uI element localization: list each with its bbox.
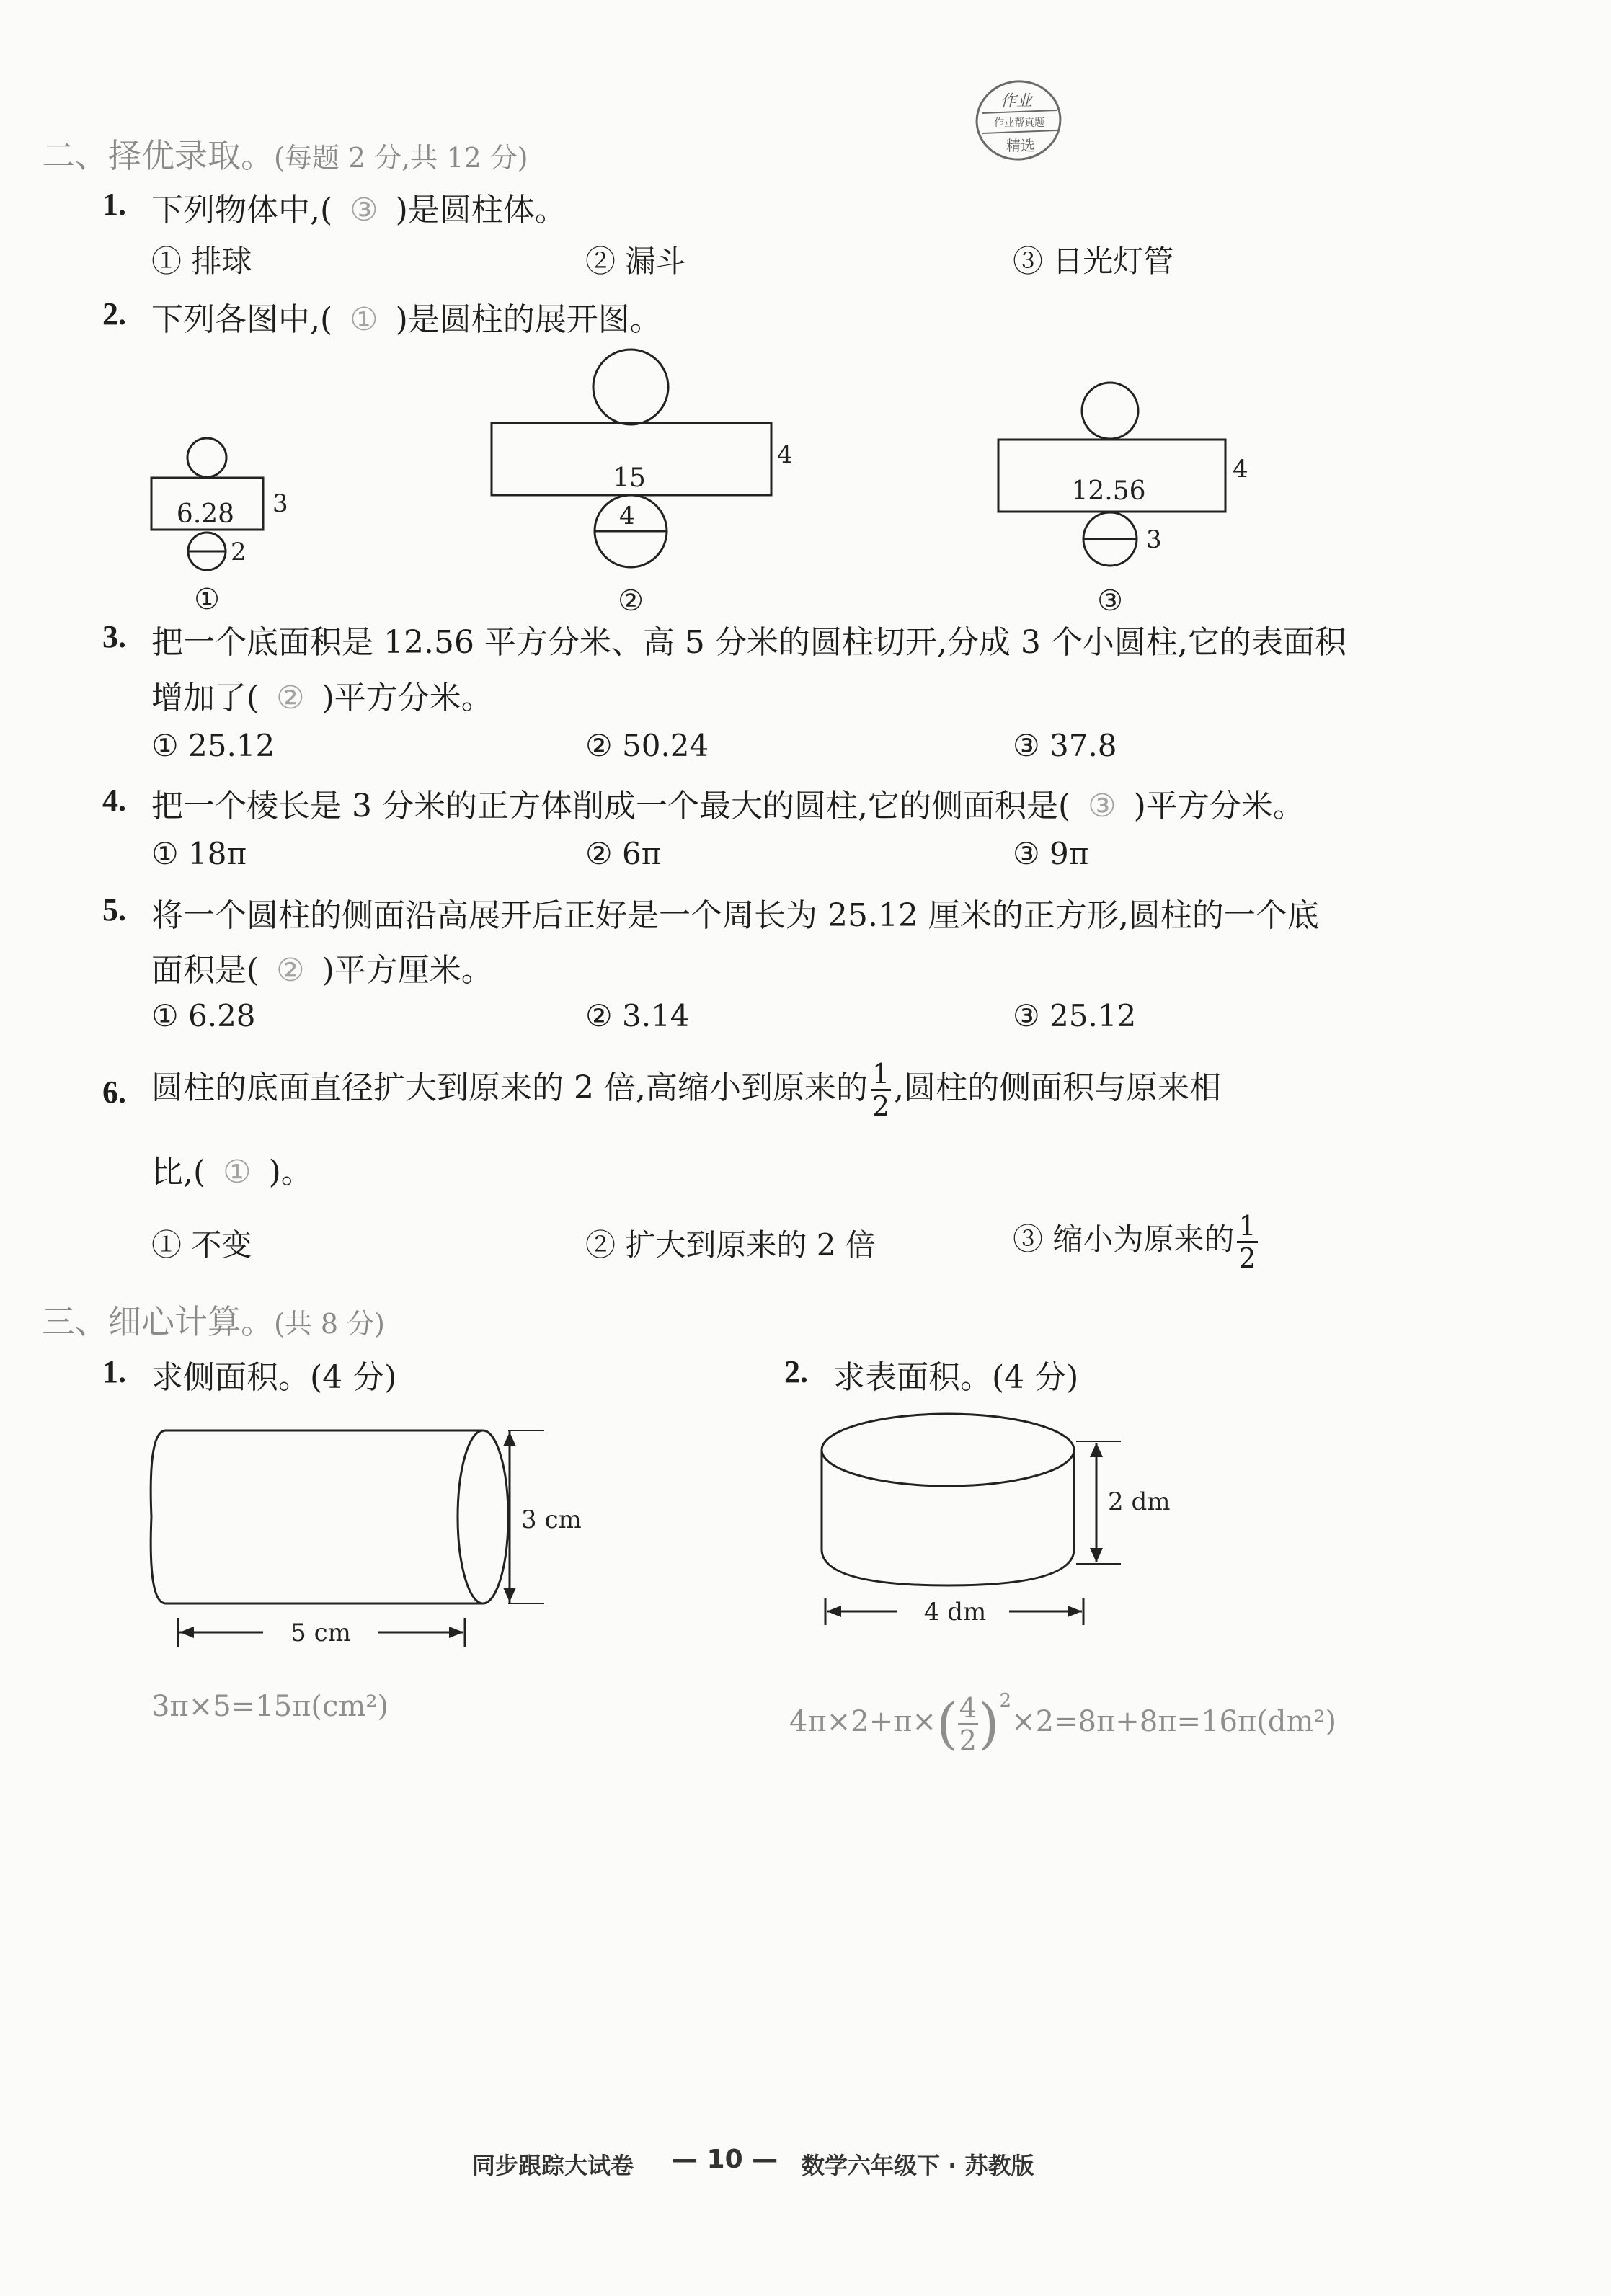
fig1-rect-label: 6.28 — [176, 499, 235, 529]
page-number: — 10 — — [672, 2145, 778, 2174]
net-figure-3 — [980, 368, 1269, 616]
calc1-text: 求侧面积。(4 分) — [151, 1359, 397, 1396]
fig2-diameter-label: 4 — [619, 502, 635, 530]
q6-fraction: $\frac{1}{2}$ — [871, 1058, 890, 1122]
calc2-height-label: 2 dm — [1108, 1487, 1171, 1516]
q1-answer: ③ — [350, 192, 378, 228]
fig2-height-label: 4 — [777, 440, 793, 469]
fig1-diameter-label: 2 — [231, 538, 247, 566]
calc1-length-label: 5 cm — [290, 1619, 351, 1647]
q4-option-3: ③ 9π — [1013, 836, 1089, 871]
section-2-title: 二、择优录取。 — [42, 136, 274, 175]
q1-text: 下列物体中,( ③ )是圆柱体。 — [151, 192, 567, 228]
calc1-diameter-label: 3 cm — [521, 1505, 582, 1534]
footer-right: 数学六年级下 · 苏教版 — [802, 2152, 1034, 2179]
net-figure-2 — [476, 342, 807, 616]
calc2-answer: 4π×2+π×( $\frac{4}{2}$ )$^2$×2=8π+8π=16π(dm²) — [789, 1690, 1337, 1756]
calc2-diameter-label: 4 dm — [923, 1598, 987, 1627]
q6-option-3: ③ 缩小为原来的 $\frac{1}{2}$ — [1013, 1209, 1256, 1274]
q3-option-3: ③ 37.8 — [1013, 728, 1117, 763]
fig3-caption: ③ — [1097, 584, 1123, 618]
net-figure-1 — [137, 429, 310, 616]
fig2-rect-label: 15 — [613, 463, 646, 493]
q1-number: 1. — [102, 187, 126, 222]
q4-answer: ③ — [1088, 788, 1117, 824]
fig1-height-label: 3 — [272, 489, 288, 518]
q3-line2: 增加了( ② )平方分米。 — [151, 680, 493, 716]
fig1-caption: ① — [194, 583, 220, 616]
section-3-title: 三、细心计算。 — [42, 1302, 274, 1341]
q1-option-1: ① 排球 — [151, 244, 252, 279]
fig2-caption: ② — [618, 584, 644, 618]
q5-option-3: ③ 25.12 — [1013, 998, 1137, 1033]
footer-left: 同步跟踪大试卷 — [472, 2152, 634, 2179]
calc1-number: 1. — [102, 1354, 126, 1389]
q4-option-2: ② 6π — [585, 836, 662, 871]
q5-line2: 面积是( ② )平方厘米。 — [151, 952, 493, 989]
stamp-line1: 作业 — [1000, 92, 1033, 110]
q5-answer: ② — [276, 952, 305, 989]
fig3-rect-label: 12.56 — [1071, 476, 1146, 506]
fig3-diameter-label: 3 — [1146, 525, 1162, 554]
calc2-number: 2. — [784, 1354, 808, 1389]
cylinder-horizontal-figure — [141, 1416, 582, 1654]
section-2-note: (每题 2 分,共 12 分) — [274, 142, 528, 174]
q3-line1: 把一个底面积是 12.56 平方分米、高 5 分米的圆柱切开,分成 3 个小圆柱,它的表面积 — [151, 624, 1346, 661]
q3-number: 3. — [102, 619, 126, 654]
calc2-text: 求表面积。(4 分) — [833, 1359, 1079, 1396]
stamp-line3: 精选 — [1006, 137, 1035, 154]
q6-option-2: ② 扩大到原来的 2 倍 — [585, 1227, 876, 1263]
q4-option-1: ① 18π — [151, 836, 247, 871]
q2-number: 2. — [102, 296, 126, 332]
q1-option-2: ② 漏斗 — [585, 244, 686, 279]
stamp-logo — [972, 76, 1065, 169]
q2-text: 下列各图中,( ① )是圆柱的展开图。 — [151, 301, 662, 338]
fig3-height-label: 4 — [1233, 455, 1248, 484]
section-3-note: (共 8 分) — [274, 1308, 385, 1340]
section-3-header — [42, 1296, 385, 1343]
q4-number: 4. — [102, 783, 126, 818]
q3-option-2: ② 50.24 — [585, 728, 709, 763]
q6-line2: 比,( ① )。 — [151, 1154, 313, 1191]
q2-answer: ① — [350, 301, 378, 338]
section-2-header — [42, 130, 528, 177]
q3-option-1: ① 25.12 — [151, 728, 275, 763]
q1-option-3: ③ 日光灯管 — [1013, 244, 1174, 279]
q5-number: 5. — [102, 892, 126, 927]
q6-option-1: ① 不变 — [151, 1227, 252, 1263]
stamp-line2: 作业帮真题 — [994, 117, 1044, 129]
q3-answer: ② — [276, 680, 305, 716]
q6-line1: 圆柱的底面直径扩大到原来的 2 倍,高缩小到原来的 $\frac{1}{2}$ ,圆柱的侧面积与原来相 — [151, 1058, 1222, 1122]
q5-option-2: ② 3.14 — [585, 998, 690, 1033]
q5-line1: 将一个圆柱的侧面沿高展开后正好是一个周长为 25.12 厘米的正方形,圆柱的一个底 — [151, 897, 1319, 934]
q6-answer: ① — [223, 1154, 252, 1191]
q6-number: 6. — [102, 1074, 126, 1110]
q5-option-1: ① 6.28 — [151, 998, 256, 1033]
calc1-answer: 3π×5=15π(cm²) — [151, 1690, 389, 1723]
cylinder-upright-figure — [811, 1405, 1215, 1643]
q4-text: 把一个棱长是 3 分米的正方体削成一个最大的圆柱,它的侧面积是( ③ )平方分米。 — [151, 788, 1305, 824]
